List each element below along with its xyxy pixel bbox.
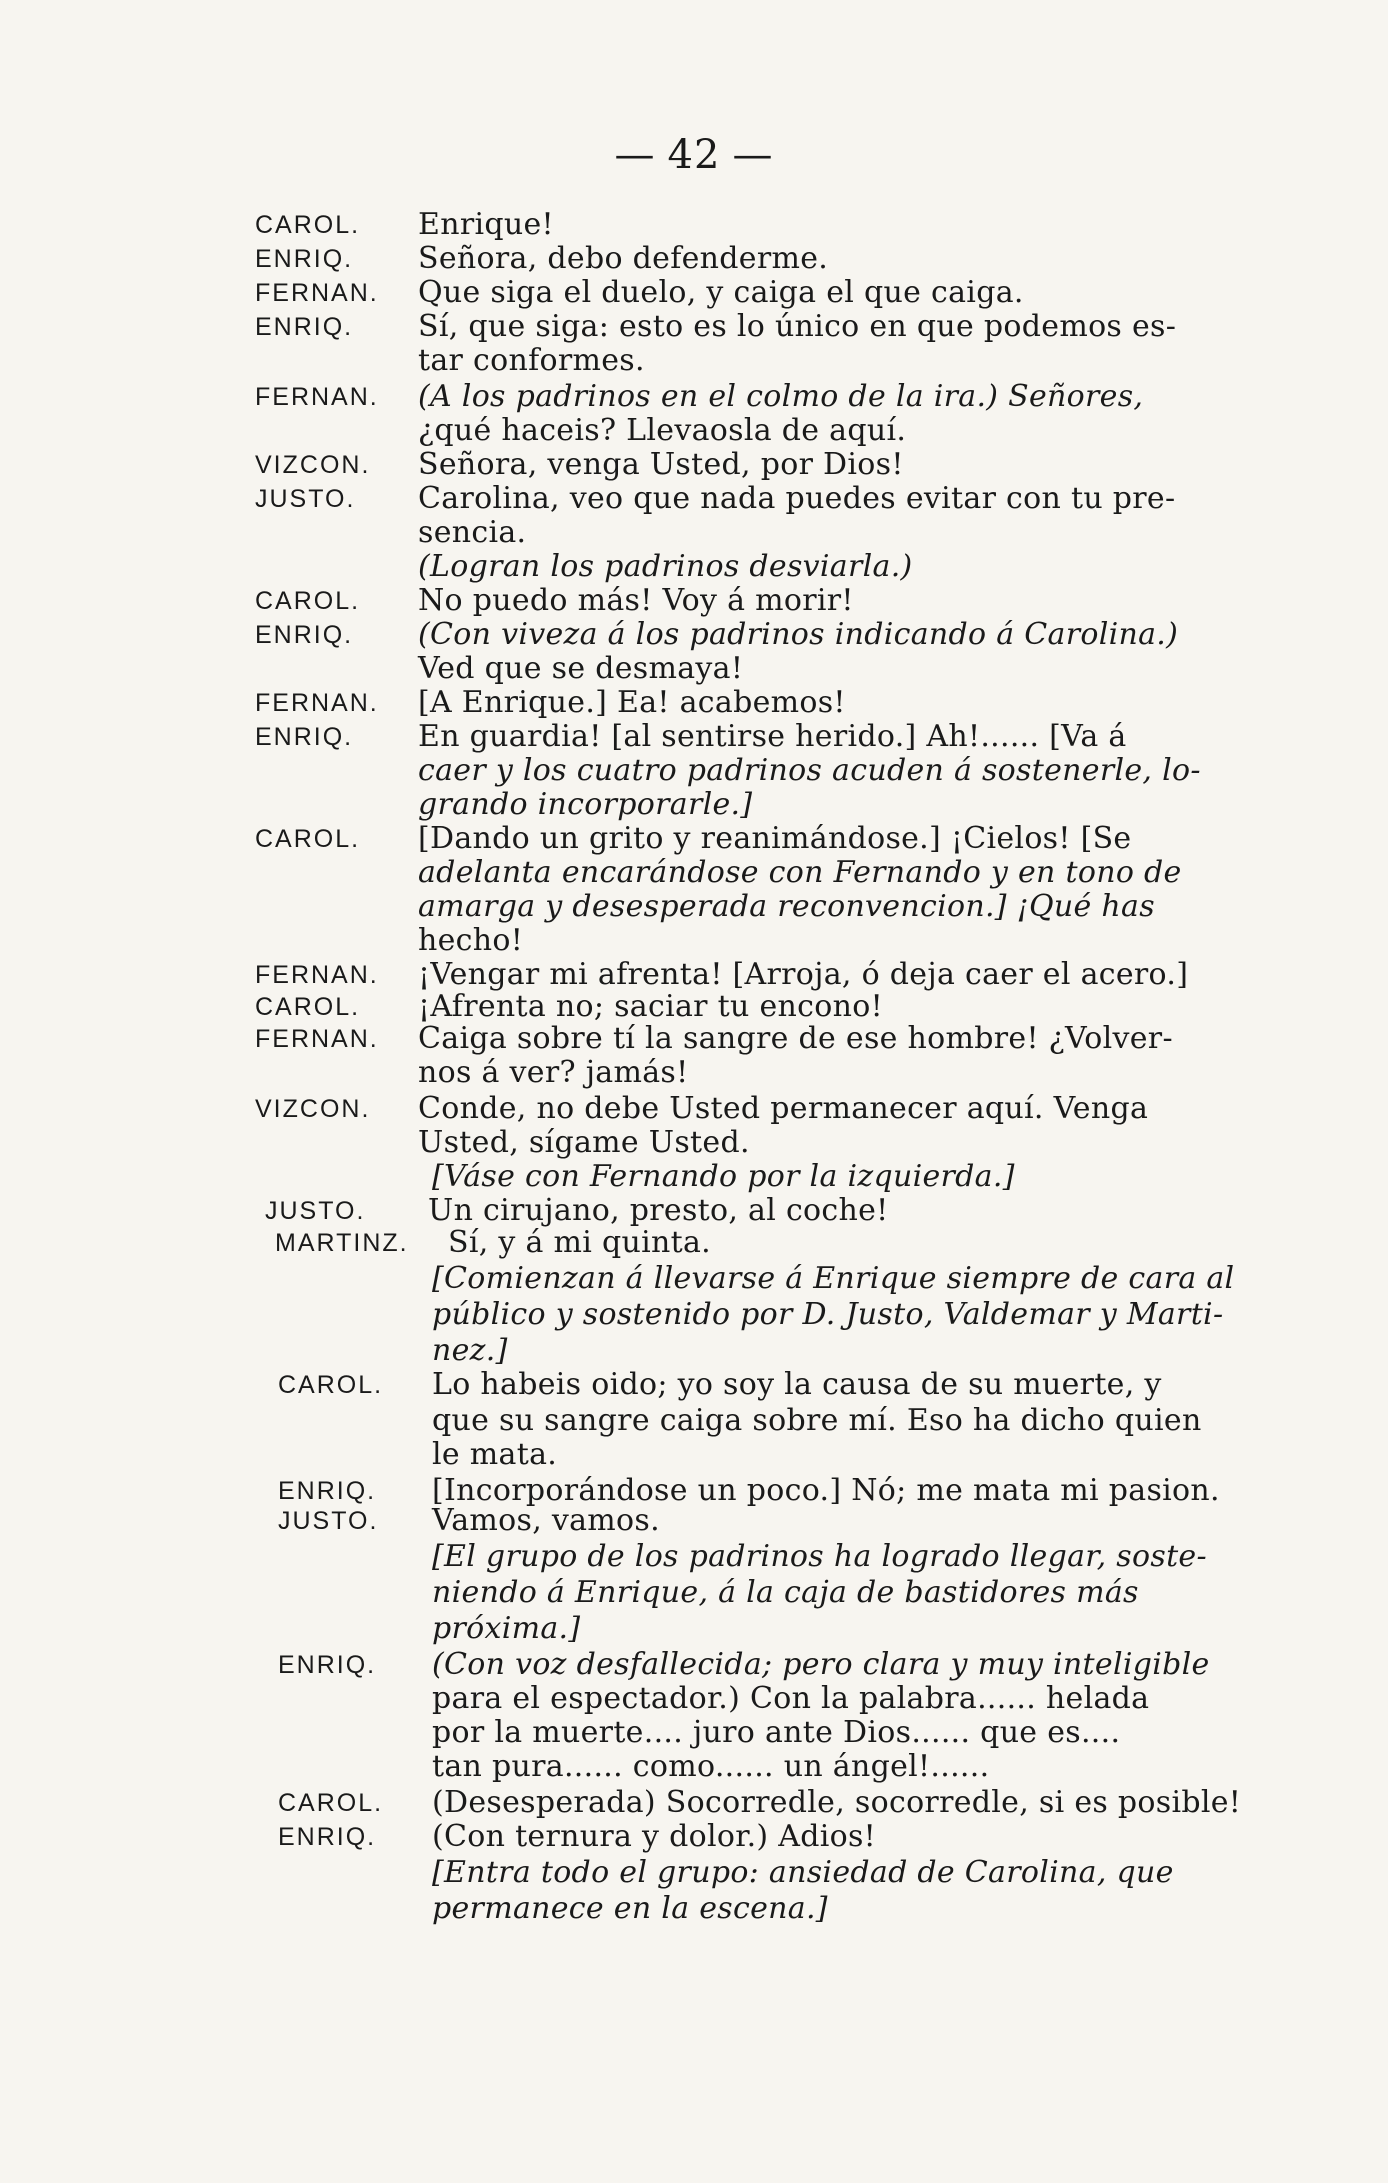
line-text: [El grupo de los padrinos ha logrado llegar, soste- [432, 1539, 1207, 1574]
line-text: Un cirujano, presto, al coche! [428, 1193, 889, 1228]
line-text: ¿qué haceis? Llevaosla de aquí. [418, 413, 907, 448]
speaker-label: CAROL. [278, 1371, 384, 1399]
line-text: caer y los cuatro padrinos acuden á sostenerle, lo- [418, 753, 1201, 788]
line-text: próxima.] [432, 1611, 581, 1646]
speaker-label: JUSTO. [265, 1197, 366, 1225]
line-text: Ved que se desmaya! [418, 651, 744, 686]
line-text: (Con ternura y dolor.) Adios! [432, 1819, 877, 1854]
line-text: grando incorporarle.] [418, 787, 753, 822]
line-text: (Con viveza á los padrinos indicando á Carolina.) [418, 617, 1179, 652]
line-text: ¡Vengar mi afrenta! [Arroja, ó deja caer el acero.] [418, 957, 1189, 992]
line-text: por la muerte.... juro ante Dios...... que es.... [432, 1715, 1121, 1750]
speaker-label: FERNAN. [255, 279, 379, 307]
speaker-label: MARTINZ. [275, 1229, 409, 1257]
line-text: [Entra todo el grupo: ansiedad de Carolina, que [432, 1855, 1174, 1890]
line-text: Sí, que siga: esto es lo único en que podemos es- [418, 309, 1177, 344]
line-text: [Váse con Fernando por la izquierda.] [432, 1159, 1015, 1194]
line-text: tan pura...... como...... un ángel!...... [432, 1749, 990, 1784]
speaker-label: FERNAN. [255, 383, 379, 411]
speaker-label: ENRIQ. [255, 621, 354, 649]
line-text: permanece en la escena.] [432, 1891, 828, 1926]
speaker-label: ENRIQ. [255, 313, 354, 341]
speaker-label: VIZCON. [255, 1095, 371, 1123]
speaker-label: CAROL. [255, 993, 361, 1021]
line-text: Conde, no debe Usted permanecer aquí. Venga [418, 1091, 1149, 1126]
line-text: No puedo más! Voy á morir! [418, 583, 854, 618]
line-text: Usted, sígame Usted. [418, 1125, 750, 1160]
page-number-value: 42 [667, 132, 721, 178]
line-text: ¡Afrenta no; saciar tu encono! [418, 989, 883, 1024]
speaker-label: CAROL. [278, 1789, 384, 1817]
speaker-label: FERNAN. [255, 689, 379, 717]
speaker-label: ENRIQ. [255, 723, 354, 751]
line-text: sencia. [418, 515, 527, 550]
speaker-label: JUSTO. [255, 485, 356, 513]
line-text: niendo á Enrique, á la caja de bastidores más [432, 1575, 1139, 1610]
page-number: — 42 — [614, 132, 774, 178]
line-text: (Logran los padrinos desviarla.) [418, 549, 913, 584]
speaker-label: CAROL. [255, 825, 361, 853]
line-text: amarga y desesperada reconvencion.] ¡Qué has [418, 889, 1155, 924]
line-text: Lo habeis oido; yo soy la causa de su muerte, y [432, 1367, 1162, 1402]
speaker-label: FERNAN. [255, 961, 379, 989]
line-text: tar conformes. [418, 343, 645, 378]
line-text: nez.] [432, 1333, 508, 1368]
line-text: (Desesperada) Socorredle, socorredle, si es posible! [432, 1785, 1242, 1820]
line-text: hecho! [418, 923, 524, 958]
line-text: [Incorporándose un poco.] Nó; me mata mi pasion. [432, 1473, 1220, 1508]
line-text: (A los padrinos en el colmo de la ira.) Señores, [418, 379, 1144, 414]
speaker-label: ENRIQ. [255, 245, 354, 273]
line-text: Caiga sobre tí la sangre de ese hombre! ¿Volver- [418, 1021, 1173, 1056]
line-text: (Con voz desfallecida; pero clara y muy inteligible [432, 1647, 1210, 1682]
speaker-label: ENRIQ. [278, 1823, 377, 1851]
line-text: En guardia! [al sentirse herido.] Ah!...... [Va á [418, 719, 1127, 754]
line-text: que su sangre caiga sobre mí. Eso ha dicho quien [432, 1403, 1202, 1438]
line-text: público y sostenido por D. Justo, Valdemar y Marti- [432, 1297, 1224, 1332]
line-text: Enrique! [418, 207, 554, 242]
speaker-label: FERNAN. [255, 1025, 379, 1053]
speaker-label: ENRIQ. [278, 1651, 377, 1679]
line-text: para el espectador.) Con la palabra...... helada [432, 1681, 1150, 1716]
line-text: adelanta encarándose con Fernando y en tono de [418, 855, 1182, 890]
speaker-label: JUSTO. [278, 1507, 379, 1535]
line-text: Señora, debo defenderme. [418, 241, 829, 276]
line-text: [Dando un grito y reanimándose.] ¡Cielos! [Se [418, 821, 1132, 856]
line-text: [Comienzan á llevarse á Enrique siempre de cara al [432, 1261, 1235, 1296]
speaker-label: CAROL. [255, 587, 361, 615]
speaker-label: VIZCON. [255, 451, 371, 479]
line-text: Carolina, veo que nada puedes evitar con tu pre- [418, 481, 1176, 516]
line-text: Señora, venga Usted, por Dios! [418, 447, 904, 482]
speaker-label: ENRIQ. [278, 1477, 377, 1505]
line-text: Sí, y á mi quinta. [448, 1225, 712, 1260]
line-text: Que siga el duelo, y caiga el que caiga. [418, 275, 1024, 310]
speaker-label: CAROL. [255, 211, 361, 239]
line-text: [A Enrique.] Ea! acabemos! [418, 685, 846, 720]
line-text: nos á ver? jamás! [418, 1055, 689, 1090]
line-text: Vamos, vamos. [432, 1503, 660, 1538]
line-text: le mata. [432, 1437, 558, 1472]
